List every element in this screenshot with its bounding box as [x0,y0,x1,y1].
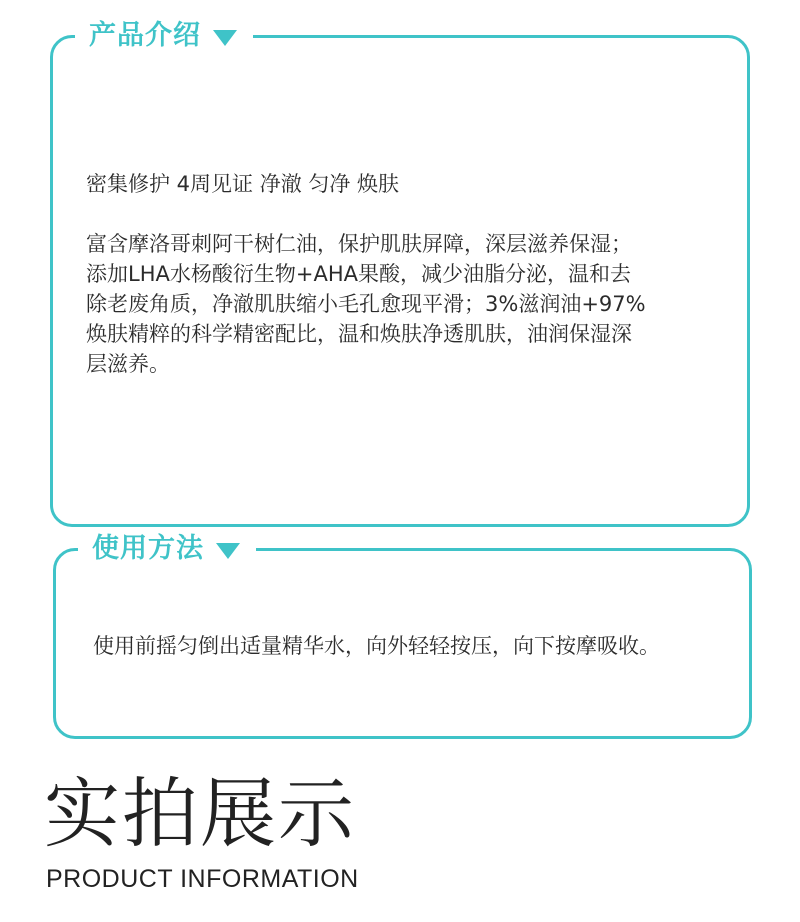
usage-title: 使用方法 [92,533,204,564]
product-intro-header [75,16,253,56]
showcase-heading: 实拍展示 [44,769,356,858]
product-intro-line: 焕肤精粹的科学精密配比，温和焕肤净透肌肤，油润保湿深 [86,322,632,346]
product-intro-body [86,229,726,379]
product-intro-line: 层滋养。 [86,352,170,376]
triangle-down-icon [213,30,237,46]
product-intro-line: 除老废角质，净澈肌肤缩小毛孔愈现平滑；3%滋润油+97% [86,292,646,316]
showcase-subheading: PRODUCT INFORMATION [46,865,359,893]
product-intro-title: 产品介绍 [89,20,201,51]
product-intro-panel [50,20,750,527]
usage-panel [53,533,752,739]
product-intro-line: 添加LHA水杨酸衍生物+AHA果酸，减少油脂分泌，温和去 [86,262,631,286]
usage-text: 使用前摇匀倒出适量精华水，向外轻轻按压，向下按摩吸收。 [93,634,660,658]
product-intro-line: 富含摩洛哥刺阿干树仁油，保护肌肤屏障，深层滋养保湿； [86,232,632,256]
product-intro-lead: 密集修护 4周见证 净澈 匀净 焕肤 [86,172,400,196]
triangle-down-icon [216,543,240,559]
usage-header [78,529,256,569]
